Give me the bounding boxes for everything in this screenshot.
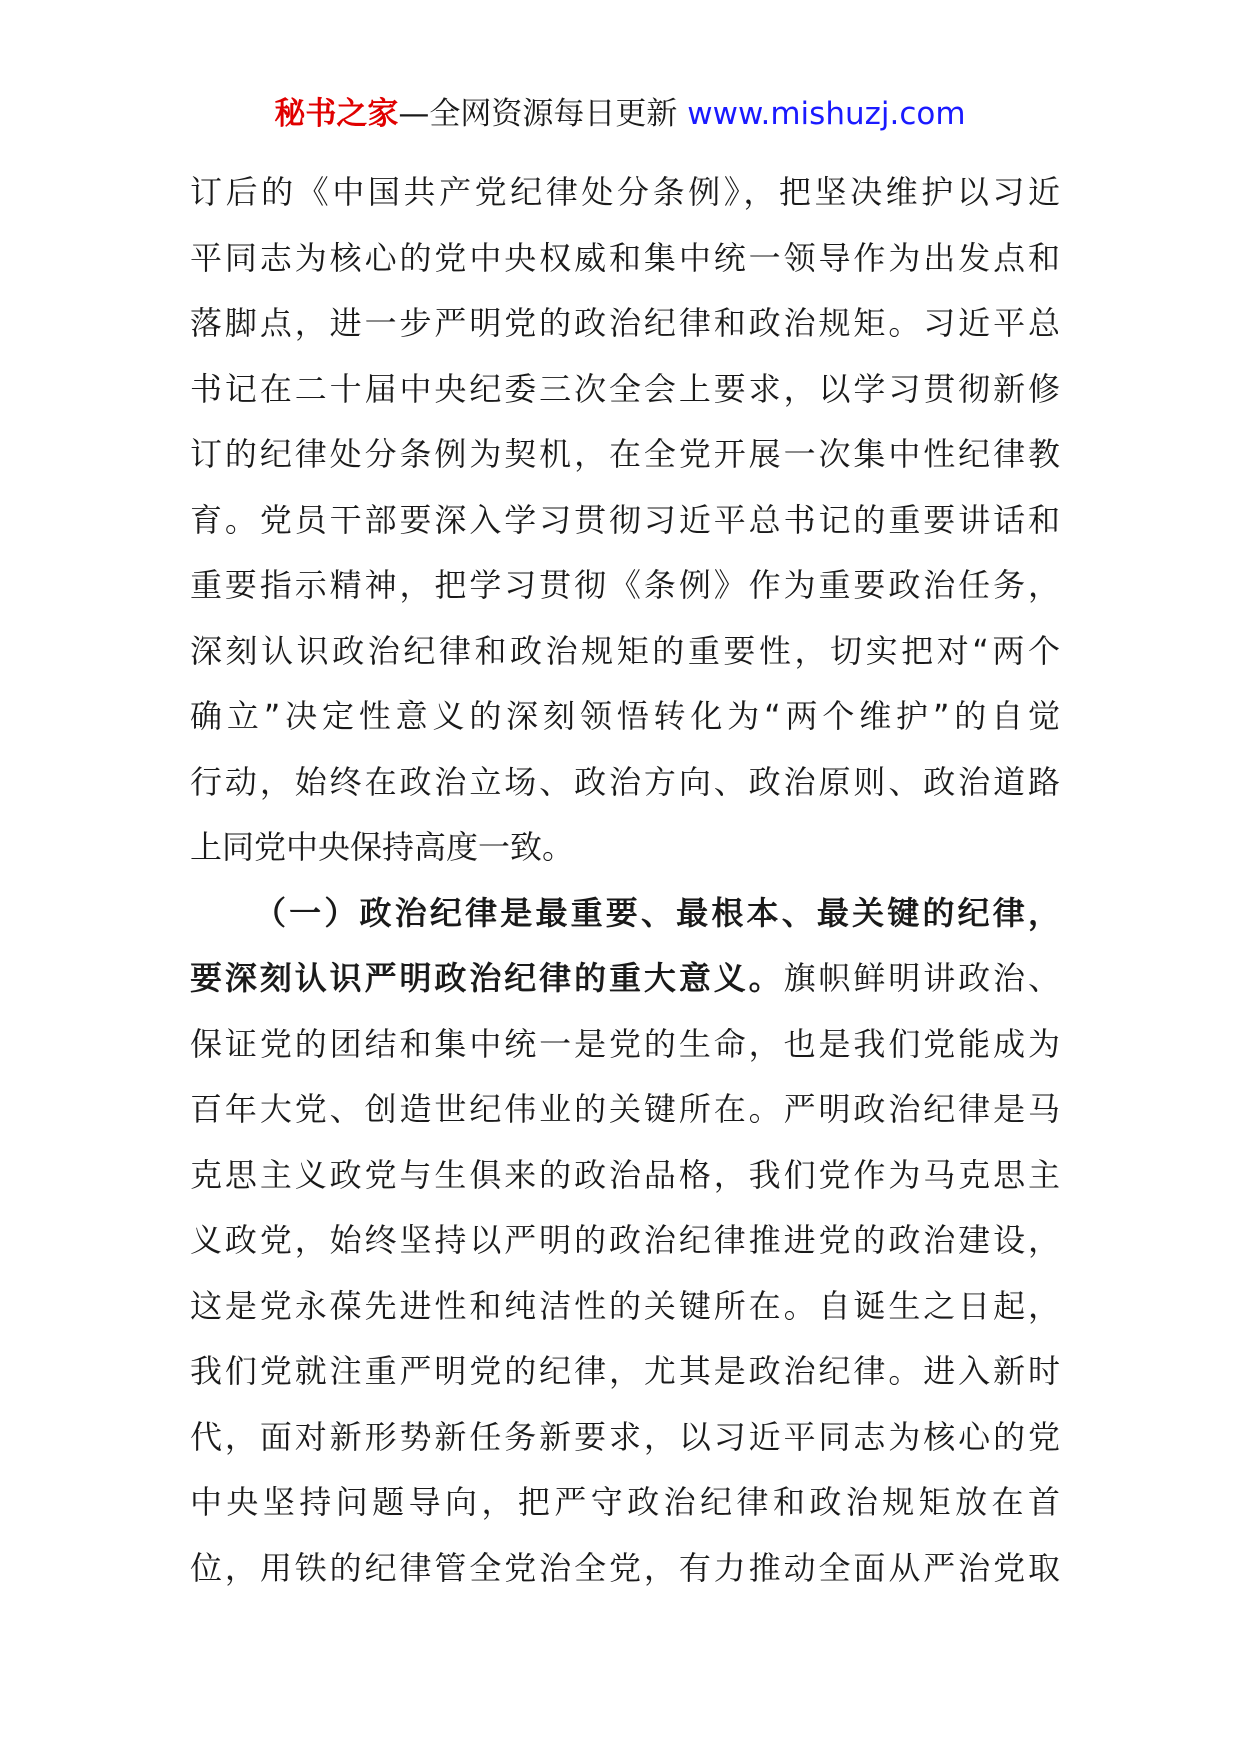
text-line: 代，面对新形势新任务新要求，以习近平同志为核心的党 bbox=[190, 1417, 1060, 1456]
text-line: 育。党员干部要深入学习贯彻习近平总书记的重要讲话和 bbox=[190, 500, 1060, 539]
text-line: 订后的《中国共产党纪律处分条例》，把坚决维护以习近 bbox=[190, 173, 1060, 211]
text-line: 平同志为核心的党中央权威和集中统一领导作为出发点和 bbox=[190, 238, 1060, 277]
text-line: 书记在二十届中央纪委三次全会上要求，以学习贯彻新修 bbox=[190, 369, 1060, 408]
site-url-link[interactable]: www.mishuzj.com bbox=[687, 96, 966, 132]
text-line: 克思主义政党与生俱来的政治品格，我们党作为马克思主 bbox=[190, 1155, 1060, 1194]
text-line: 这是党永葆先进性和纯洁性的关键所在。自诞生之日起， bbox=[190, 1286, 1060, 1325]
section-heading: （一）政治纪律是最重要、最根本、最关键的纪律， bbox=[254, 893, 1060, 932]
header-slogan: —全网资源每日更新 bbox=[398, 96, 688, 132]
site-header bbox=[0, 92, 1240, 136]
text-line: 订的纪律处分条例为契机，在全党开展一次集中性纪律教 bbox=[190, 435, 1060, 473]
text-line bbox=[190, 946, 1060, 1012]
text-line: 中央坚持问题导向，把严守政治纪律和政治规矩放在首 bbox=[190, 1483, 1060, 1521]
text-line: 行动，始终在政治立场、政治方向、政治原则、政治道路 bbox=[190, 762, 1060, 801]
text-line: 深刻认识政治纪律和政治规矩的重要性，切实把对“两个 bbox=[190, 631, 1060, 670]
text-line: 位，用铁的纪律管全党治全党，有力推动全面从严治党取 bbox=[190, 1548, 1060, 1587]
text-line: 确立”决定性意义的深刻领悟转化为“两个维护”的自觉 bbox=[190, 697, 1060, 735]
paragraph-2 bbox=[190, 881, 1060, 1602]
brand-name: 秘书之家 bbox=[274, 96, 399, 132]
paragraph-1 bbox=[190, 160, 1060, 881]
text-line: 重要指示精神，把学习贯彻《条例》作为重要政治任务， bbox=[190, 566, 1060, 604]
text-line: 上同党中央保持高度一致。 bbox=[190, 828, 575, 866]
text-line: 落脚点，进一步严明党的政治纪律和政治规矩。习近平总 bbox=[190, 304, 1060, 342]
text-line: 我们党就注重严明党的纪律，尤其是政治纪律。进入新时 bbox=[190, 1352, 1060, 1390]
text-segment: 旗帜鲜明讲政治、 bbox=[783, 959, 1060, 997]
text-line: 百年大党、创造世纪伟业的关键所在。严明政治纪律是马 bbox=[190, 1090, 1060, 1128]
document-body bbox=[190, 160, 1060, 1601]
text-line: 义政党，始终坚持以严明的政治纪律推进党的政治建设， bbox=[190, 1221, 1060, 1259]
section-heading-continued: 要深刻认识严明政治纪律的重大意义。 bbox=[190, 959, 784, 997]
text-line: 保证党的团结和集中统一是党的生命，也是我们党能成为 bbox=[190, 1024, 1060, 1063]
